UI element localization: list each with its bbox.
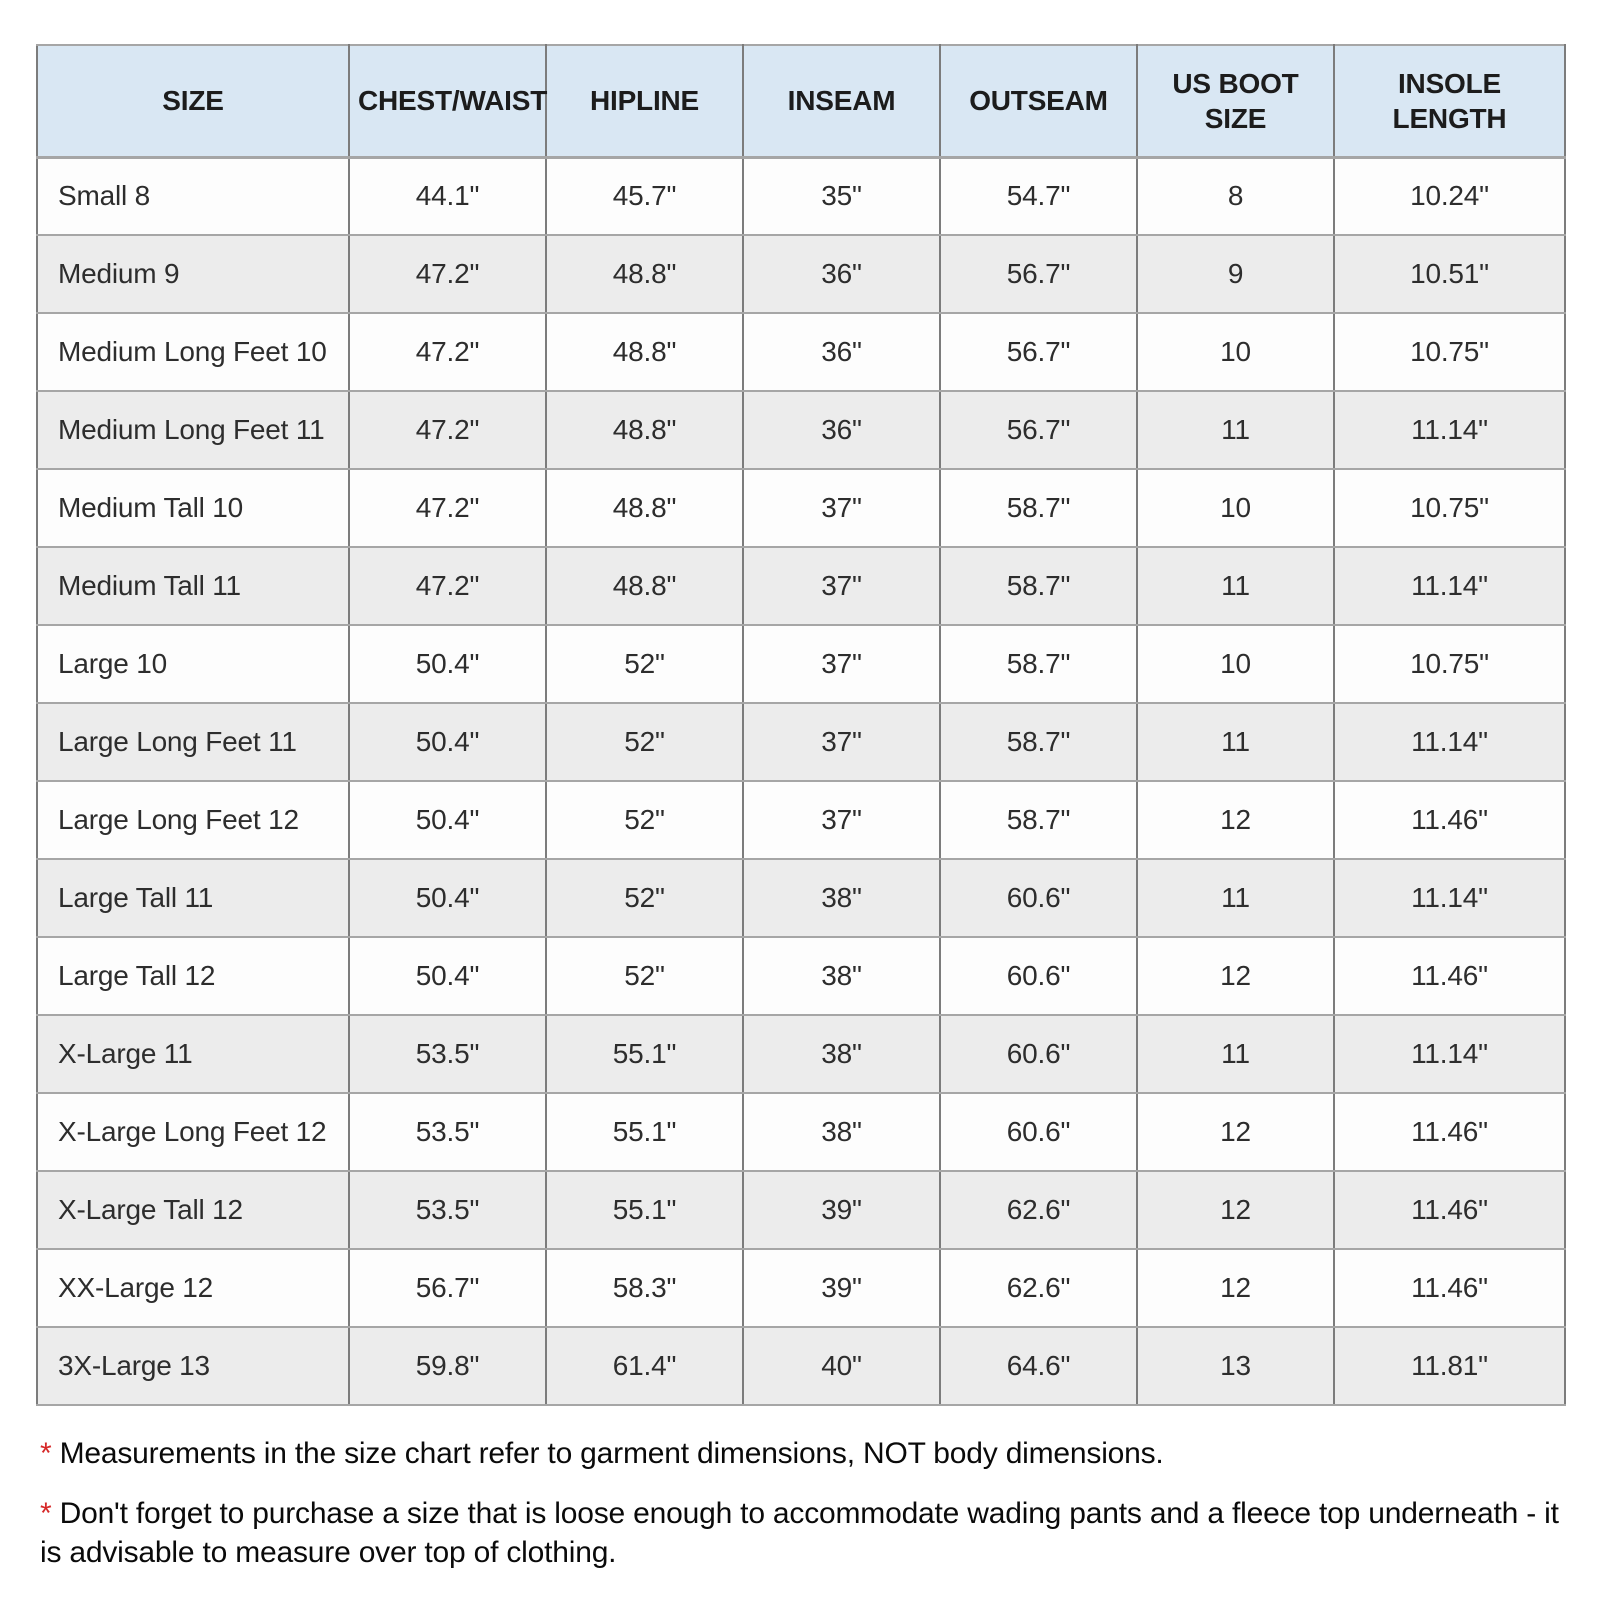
table-header — [37, 45, 1565, 157]
table-row — [37, 313, 1565, 391]
cell-hipline: 52" — [546, 781, 743, 859]
cell-hipline: 48.8" — [546, 547, 743, 625]
cell-inseam: 37" — [743, 547, 940, 625]
table-row — [37, 1171, 1565, 1249]
cell-size: X-Large 11 — [37, 1015, 349, 1093]
table-row — [37, 157, 1565, 235]
cell-hipline: 48.8" — [546, 313, 743, 391]
cell-insole-length: 10.51" — [1334, 235, 1565, 313]
cell-boot-size: 12 — [1137, 937, 1334, 1015]
cell-outseam: 56.7" — [940, 313, 1137, 391]
cell-chest-waist: 50.4" — [349, 703, 546, 781]
cell-inseam: 37" — [743, 469, 940, 547]
cell-hipline: 48.8" — [546, 391, 743, 469]
cell-insole-length: 11.14" — [1334, 859, 1565, 937]
cell-inseam: 38" — [743, 1093, 940, 1171]
cell-size: Small 8 — [37, 157, 349, 235]
cell-size: Medium Long Feet 11 — [37, 391, 349, 469]
cell-chest-waist: 47.2" — [349, 391, 546, 469]
cell-boot-size: 13 — [1137, 1327, 1334, 1405]
cell-outseam: 58.7" — [940, 781, 1137, 859]
cell-chest-waist: 53.5" — [349, 1015, 546, 1093]
cell-chest-waist: 44.1" — [349, 157, 546, 235]
cell-inseam: 36" — [743, 391, 940, 469]
cell-size: XX-Large 12 — [37, 1249, 349, 1327]
table-row — [37, 547, 1565, 625]
cell-inseam: 35" — [743, 157, 940, 235]
cell-boot-size: 10 — [1137, 625, 1334, 703]
cell-size: Large Tall 11 — [37, 859, 349, 937]
cell-boot-size: 10 — [1137, 469, 1334, 547]
cell-inseam: 37" — [743, 703, 940, 781]
cell-insole-length: 10.75" — [1334, 625, 1565, 703]
cell-chest-waist: 50.4" — [349, 937, 546, 1015]
cell-hipline: 52" — [546, 937, 743, 1015]
cell-insole-length: 11.14" — [1334, 391, 1565, 469]
table-row — [37, 1015, 1565, 1093]
cell-hipline: 48.8" — [546, 235, 743, 313]
cell-hipline: 52" — [546, 625, 743, 703]
cell-size: Large Long Feet 12 — [37, 781, 349, 859]
cell-boot-size: 12 — [1137, 1171, 1334, 1249]
cell-hipline: 48.8" — [546, 469, 743, 547]
cell-size: Large Tall 12 — [37, 937, 349, 1015]
column-header-inseam: INSEAM — [743, 45, 940, 157]
cell-outseam: 58.7" — [940, 469, 1137, 547]
table-header-row — [37, 45, 1565, 157]
cell-insole-length: 10.75" — [1334, 313, 1565, 391]
cell-insole-length: 11.46" — [1334, 1249, 1565, 1327]
cell-chest-waist: 47.2" — [349, 547, 546, 625]
cell-chest-waist: 47.2" — [349, 235, 546, 313]
cell-outseam: 64.6" — [940, 1327, 1137, 1405]
cell-size: Medium 9 — [37, 235, 349, 313]
table-row — [37, 391, 1565, 469]
table-row — [37, 781, 1565, 859]
cell-boot-size: 12 — [1137, 781, 1334, 859]
table-row — [37, 937, 1565, 1015]
cell-inseam: 36" — [743, 235, 940, 313]
note-text: Measurements in the size chart refer to garment dimensions, NOT body dimensions. — [59, 1437, 1164, 1470]
cell-size: Medium Long Feet 10 — [37, 313, 349, 391]
cell-chest-waist: 53.5" — [349, 1093, 546, 1171]
cell-boot-size: 11 — [1137, 547, 1334, 625]
table-row — [37, 469, 1565, 547]
cell-chest-waist: 50.4" — [349, 781, 546, 859]
cell-hipline: 52" — [546, 703, 743, 781]
cell-chest-waist: 47.2" — [349, 469, 546, 547]
cell-inseam: 39" — [743, 1249, 940, 1327]
cell-outseam: 60.6" — [940, 1015, 1137, 1093]
note-asterisk: * — [40, 1437, 52, 1470]
cell-insole-length: 11.14" — [1334, 1015, 1565, 1093]
cell-size: 3X-Large 13 — [37, 1327, 349, 1405]
cell-insole-length: 11.14" — [1334, 547, 1565, 625]
table-row — [37, 625, 1565, 703]
cell-hipline: 55.1" — [546, 1093, 743, 1171]
cell-inseam: 38" — [743, 937, 940, 1015]
table-row — [37, 1249, 1565, 1327]
cell-outseam: 62.6" — [940, 1171, 1137, 1249]
cell-outseam: 60.6" — [940, 859, 1137, 937]
footnotes — [40, 1434, 1565, 1573]
cell-size: X-Large Tall 12 — [37, 1171, 349, 1249]
cell-insole-length: 11.81" — [1334, 1327, 1565, 1405]
cell-outseam: 60.6" — [940, 1093, 1137, 1171]
column-header-boot-size: US BOOT SIZE — [1137, 45, 1334, 157]
cell-hipline: 55.1" — [546, 1171, 743, 1249]
cell-hipline: 45.7" — [546, 157, 743, 235]
cell-size: Medium Tall 10 — [37, 469, 349, 547]
cell-insole-length: 11.46" — [1334, 781, 1565, 859]
cell-hipline: 55.1" — [546, 1015, 743, 1093]
cell-outseam: 58.7" — [940, 625, 1137, 703]
cell-hipline: 61.4" — [546, 1327, 743, 1405]
note-sizing-advice — [40, 1494, 1565, 1573]
cell-chest-waist: 50.4" — [349, 625, 546, 703]
table-row — [37, 859, 1565, 937]
cell-boot-size: 8 — [1137, 157, 1334, 235]
column-header-size: SIZE — [37, 45, 349, 157]
cell-outseam: 62.6" — [940, 1249, 1137, 1327]
table-body — [37, 157, 1565, 1405]
table-row — [37, 1093, 1565, 1171]
size-chart-table — [36, 44, 1566, 1406]
cell-outseam: 60.6" — [940, 937, 1137, 1015]
cell-boot-size: 11 — [1137, 859, 1334, 937]
cell-insole-length: 11.46" — [1334, 1093, 1565, 1171]
column-header-hipline: HIPLINE — [546, 45, 743, 157]
column-header-outseam: OUTSEAM — [940, 45, 1137, 157]
cell-chest-waist: 47.2" — [349, 313, 546, 391]
cell-boot-size: 11 — [1137, 391, 1334, 469]
column-header-insole-length: INSOLE LENGTH — [1334, 45, 1565, 157]
cell-outseam: 58.7" — [940, 703, 1137, 781]
cell-outseam: 56.7" — [940, 391, 1137, 469]
cell-insole-length: 11.14" — [1334, 703, 1565, 781]
table-row — [37, 1327, 1565, 1405]
cell-boot-size: 12 — [1137, 1249, 1334, 1327]
cell-boot-size: 11 — [1137, 703, 1334, 781]
cell-inseam: 38" — [743, 859, 940, 937]
note-garment-dimensions — [40, 1434, 1565, 1474]
cell-boot-size: 9 — [1137, 235, 1334, 313]
column-header-chest-waist: CHEST/WAIST — [349, 45, 546, 157]
note-asterisk: * — [40, 1496, 52, 1530]
cell-boot-size: 11 — [1137, 1015, 1334, 1093]
cell-insole-length: 11.46" — [1334, 937, 1565, 1015]
cell-inseam: 37" — [743, 781, 940, 859]
cell-size: Large Long Feet 11 — [37, 703, 349, 781]
cell-insole-length: 11.46" — [1334, 1171, 1565, 1249]
cell-size: X-Large Long Feet 12 — [37, 1093, 349, 1171]
cell-size: Large 10 — [37, 625, 349, 703]
cell-chest-waist: 56.7" — [349, 1249, 546, 1327]
cell-inseam: 38" — [743, 1015, 940, 1093]
cell-inseam: 37" — [743, 625, 940, 703]
cell-insole-length: 10.24" — [1334, 157, 1565, 235]
note-text: Don't forget to purchase a size that is loose enough to accommodate wading pants and a fleece top underneath - it is advisable to measure over top of clothing. — [40, 1496, 1559, 1570]
cell-outseam: 54.7" — [940, 157, 1137, 235]
cell-hipline: 52" — [546, 859, 743, 937]
cell-inseam: 40" — [743, 1327, 940, 1405]
table-row — [37, 235, 1565, 313]
cell-size: Medium Tall 11 — [37, 547, 349, 625]
cell-insole-length: 10.75" — [1334, 469, 1565, 547]
cell-inseam: 36" — [743, 313, 940, 391]
table-row — [37, 703, 1565, 781]
cell-boot-size: 12 — [1137, 1093, 1334, 1171]
cell-boot-size: 10 — [1137, 313, 1334, 391]
cell-hipline: 58.3" — [546, 1249, 743, 1327]
cell-outseam: 58.7" — [940, 547, 1137, 625]
cell-inseam: 39" — [743, 1171, 940, 1249]
cell-chest-waist: 59.8" — [349, 1327, 546, 1405]
cell-chest-waist: 53.5" — [349, 1171, 546, 1249]
cell-outseam: 56.7" — [940, 235, 1137, 313]
cell-chest-waist: 50.4" — [349, 859, 546, 937]
